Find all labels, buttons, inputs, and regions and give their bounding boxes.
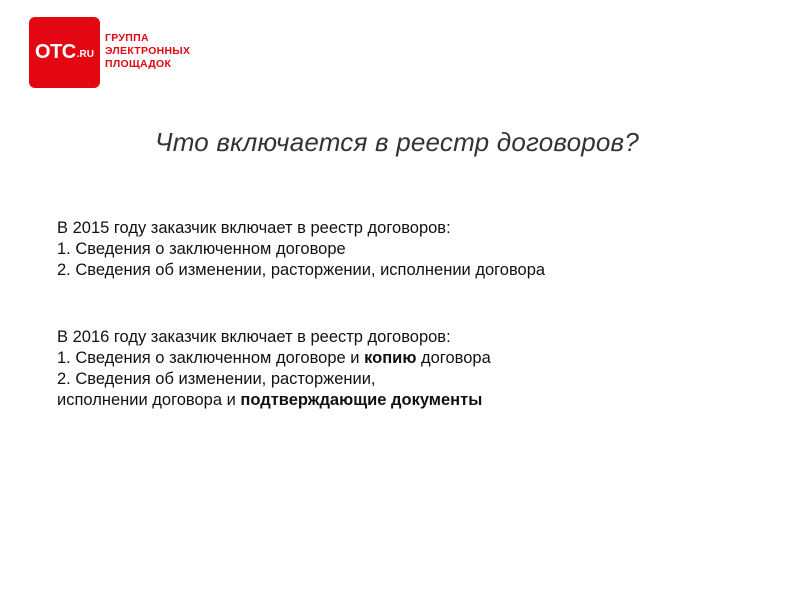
logo-brand-main: OTC [35, 41, 76, 63]
block-2016-item-1-bold: копию [364, 349, 417, 367]
block-2015-item-2: 2. Сведения об изменении, расторжении, исполнении договора [57, 261, 546, 279]
logo-brand-sub: .RU [76, 49, 94, 60]
block-2015-item-1: 1. Сведения о заключенном договоре [57, 240, 346, 258]
logo-tagline [105, 32, 190, 71]
block-2016-item-1 [57, 348, 491, 369]
logo-mark [29, 17, 100, 88]
block-2015 [57, 218, 545, 281]
logo-tagline-line-2: ЭЛЕКТРОННЫХ [105, 45, 191, 57]
block-2016-item-2-bold: подтверждающие документы [240, 391, 483, 409]
logo-tagline-line-1: ГРУППА [105, 32, 149, 44]
block-2015-heading: В 2015 году заказчик включает в реестр договоров: [57, 219, 451, 237]
block-2016-item-2-line-2 [57, 390, 491, 411]
block-2016-heading: В 2016 году заказчик включает в реестр договоров: [57, 328, 451, 346]
logo [29, 17, 190, 88]
page-title: Что включается в реестр договоров? [155, 127, 639, 157]
block-2016 [57, 327, 491, 411]
block-2016-item-1-tail: договора [416, 349, 491, 367]
block-2016-item-1-text: 1. Сведения о заключенном договоре и [57, 349, 365, 367]
block-2016-item-2-text: исполнении договора и [57, 391, 241, 409]
block-2016-item-2-line-1: 2. Сведения об изменении, расторжении, [57, 370, 376, 388]
logo-tagline-line-3: ПЛОЩАДОК [105, 58, 172, 70]
